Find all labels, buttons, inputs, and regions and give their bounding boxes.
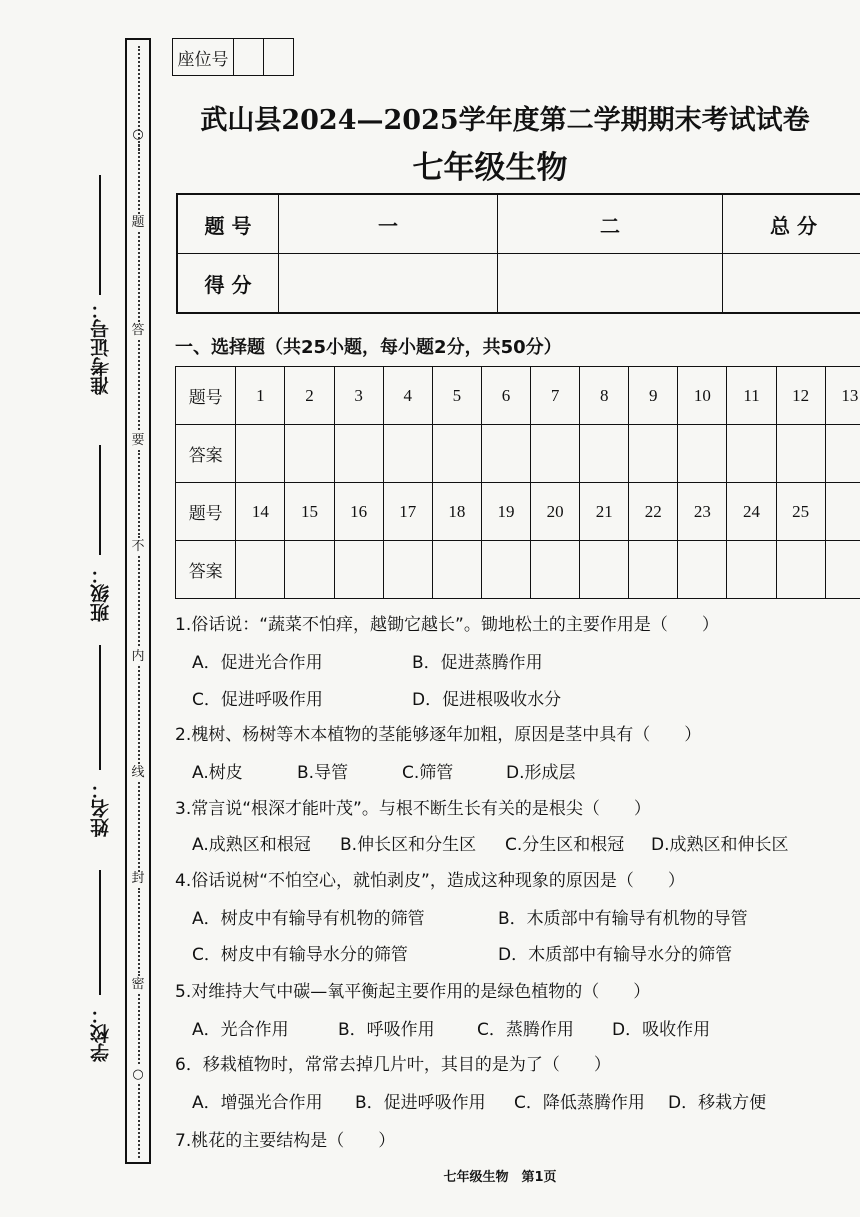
question-number: 22 xyxy=(629,483,678,541)
answer-cell[interactable] xyxy=(825,425,860,483)
question-number: 11 xyxy=(727,367,776,425)
binding-char: 线 xyxy=(127,766,149,779)
question-number-label: 题号 xyxy=(176,367,236,425)
question-number: 9 xyxy=(629,367,678,425)
question-number: 25 xyxy=(776,483,825,541)
question-number: 20 xyxy=(531,483,580,541)
binding-char: 不 xyxy=(127,540,149,553)
name-field xyxy=(85,780,115,841)
name-label: 姓名： xyxy=(89,780,112,837)
answer-cell[interactable] xyxy=(383,541,432,599)
answer-grid-row xyxy=(176,541,860,599)
dotted-line xyxy=(138,782,142,872)
answer-cell[interactable] xyxy=(678,425,727,483)
option-a[interactable]: A．促进光合作用 xyxy=(192,653,323,673)
question-number: 10 xyxy=(678,367,727,425)
dotted-line xyxy=(138,994,142,1064)
option-b[interactable]: B．木质部中有输导有机物的导管 xyxy=(498,909,748,929)
question-number: 18 xyxy=(432,483,481,541)
dotted-line xyxy=(138,232,142,322)
section-heading: 一、选择题（共25小题，每小题2分，共50分） xyxy=(175,337,562,358)
question-number: 4 xyxy=(383,367,432,425)
option-c[interactable]: C.筛管 xyxy=(402,763,454,783)
class-field xyxy=(85,565,115,626)
answer-cell[interactable] xyxy=(285,425,334,483)
answer-label: 答案 xyxy=(176,425,236,483)
answer-cell[interactable] xyxy=(678,541,727,599)
option-a[interactable]: A.成熟区和根冠 xyxy=(192,835,311,855)
question-3: 3.常言说“根深才能叶茂”。与根不断生长有关的是根尖（ ） xyxy=(175,799,651,819)
question-number: 6 xyxy=(481,367,530,425)
answer-cell[interactable] xyxy=(531,425,580,483)
answer-grid-row xyxy=(176,367,860,425)
question-number: 2 xyxy=(285,367,334,425)
question-number: 23 xyxy=(678,483,727,541)
question-number: 24 xyxy=(727,483,776,541)
question-number xyxy=(825,483,860,541)
binding-char: 内 xyxy=(127,650,149,663)
score-header-cell: 一 xyxy=(279,194,498,254)
answer-cell[interactable] xyxy=(285,541,334,599)
exam-title: 武山县2024—2025学年度第二学期期末考试试卷 xyxy=(200,105,810,136)
dotted-line xyxy=(138,556,142,646)
option-a[interactable]: A．树皮中有输导有机物的筛管 xyxy=(192,909,425,929)
seat-number-box xyxy=(172,38,294,76)
dotted-line xyxy=(138,340,142,430)
question-number: 21 xyxy=(580,483,629,541)
score-header-cell: 总 分 xyxy=(723,194,860,254)
binding-circle-top: ○ xyxy=(132,127,144,142)
option-d[interactable]: D．吸收作用 xyxy=(612,1020,711,1040)
answer-cell[interactable] xyxy=(334,425,383,483)
question-1: 1.俗话说：“蔬菜不怕痒，越锄它越长”。锄地松土的主要作用是（ ） xyxy=(175,615,719,635)
question-number-label: 题号 xyxy=(176,483,236,541)
answer-cell[interactable] xyxy=(580,541,629,599)
score-header-cell: 题 号 xyxy=(177,194,279,254)
score-table xyxy=(176,193,860,314)
score-row-label: 得 分 xyxy=(177,254,279,314)
class-line xyxy=(99,445,101,555)
name-line xyxy=(99,645,101,770)
option-d[interactable]: D．移栽方便 xyxy=(668,1093,767,1113)
answer-cell[interactable] xyxy=(776,425,825,483)
question-number: 16 xyxy=(334,483,383,541)
question-number: 14 xyxy=(236,483,285,541)
question-4: 4.俗话说树“不怕空心，就怕剥皮”，造成这种现象的原因是（ ） xyxy=(175,871,685,891)
answer-cell[interactable] xyxy=(825,541,860,599)
answer-cell[interactable] xyxy=(776,541,825,599)
answer-cell[interactable] xyxy=(383,425,432,483)
dotted-line xyxy=(138,666,142,764)
dotted-line xyxy=(138,1084,142,1158)
score-cell[interactable] xyxy=(723,254,860,314)
question-number: 13 xyxy=(825,367,860,425)
binding-char: 答 xyxy=(127,324,149,337)
question-number: 17 xyxy=(383,483,432,541)
option-d[interactable]: D．木质部中有输导水分的筛管 xyxy=(498,945,733,965)
seat-number-cell[interactable] xyxy=(264,39,293,75)
answer-cell[interactable] xyxy=(236,541,285,599)
question-number: 3 xyxy=(334,367,383,425)
binding-char: 题 xyxy=(127,216,149,229)
binding-strip xyxy=(125,38,151,1164)
answer-cell[interactable] xyxy=(580,425,629,483)
binding-char: 封 xyxy=(127,872,149,885)
answer-grid xyxy=(175,366,860,599)
binding-char: 密 xyxy=(127,978,149,991)
answer-cell[interactable] xyxy=(236,425,285,483)
answer-cell[interactable] xyxy=(531,541,580,599)
score-cell[interactable] xyxy=(498,254,723,314)
question-2: 2.槐树、杨树等木本植物的茎能够逐年加粗，原因是茎中具有（ ） xyxy=(175,725,702,745)
option-c[interactable]: C．蒸腾作用 xyxy=(477,1020,574,1040)
dotted-line xyxy=(138,450,142,538)
question-number: 15 xyxy=(285,483,334,541)
option-b[interactable]: B.伸长区和分生区 xyxy=(340,835,477,855)
score-cell[interactable] xyxy=(279,254,498,314)
answer-label: 答案 xyxy=(176,541,236,599)
answer-cell[interactable] xyxy=(334,541,383,599)
exam-number-line xyxy=(99,175,101,295)
option-b[interactable]: B．呼吸作用 xyxy=(338,1020,435,1040)
binding-circle-bottom: ○ xyxy=(127,1068,149,1081)
option-a[interactable]: A．增强光合作用 xyxy=(192,1093,323,1113)
answer-cell[interactable] xyxy=(727,425,776,483)
answer-cell[interactable] xyxy=(629,425,678,483)
option-b[interactable]: B．促进蒸腾作用 xyxy=(412,653,543,673)
option-d[interactable]: D.成熟区和伸长区 xyxy=(651,835,789,855)
option-c[interactable]: C．促进呼吸作用 xyxy=(192,690,323,710)
option-b[interactable]: B.导管 xyxy=(297,763,349,783)
exam-number-field xyxy=(85,300,115,399)
dotted-line xyxy=(138,888,142,976)
score-header-cell: 二 xyxy=(498,194,723,254)
answer-cell[interactable] xyxy=(432,425,481,483)
question-number: 19 xyxy=(481,483,530,541)
school-line xyxy=(99,870,101,995)
seat-number-cell[interactable] xyxy=(234,39,264,75)
answer-grid-row xyxy=(176,483,860,541)
option-d[interactable]: D．促进根吸收水分 xyxy=(412,690,562,710)
seat-number-label: 座位号 xyxy=(173,39,234,75)
binding-char: 要 xyxy=(127,434,149,447)
answer-cell[interactable] xyxy=(481,425,530,483)
question-number: 5 xyxy=(432,367,481,425)
question-number: 1 xyxy=(236,367,285,425)
answer-grid-row xyxy=(176,425,860,483)
exam-number-label: 准考证号： xyxy=(89,300,112,395)
option-a[interactable]: A．光合作用 xyxy=(192,1020,289,1040)
option-a[interactable]: A.树皮 xyxy=(192,763,243,783)
question-6: 6．移栽植物时，常常去掉几片叶，其目的是为了（ ） xyxy=(175,1055,611,1075)
question-number: 12 xyxy=(776,367,825,425)
page-footer: 七年级生物 第1页 xyxy=(443,1170,557,1185)
option-c[interactable]: C.分生区和根冠 xyxy=(505,835,625,855)
option-c[interactable]: C．降低蒸腾作用 xyxy=(514,1093,645,1113)
question-number: 8 xyxy=(580,367,629,425)
answer-cell[interactable] xyxy=(629,541,678,599)
school-field xyxy=(85,1005,115,1066)
answer-cell[interactable] xyxy=(727,541,776,599)
exam-subtitle: 七年级生物 xyxy=(412,150,568,186)
option-c[interactable]: C．树皮中有输导水分的筛管 xyxy=(192,945,408,965)
answer-cell[interactable] xyxy=(481,541,530,599)
option-d[interactable]: D.形成层 xyxy=(506,763,576,783)
school-label: 学校： xyxy=(89,1005,112,1062)
class-label: 班级： xyxy=(89,565,112,622)
option-b[interactable]: B．促进呼吸作用 xyxy=(355,1093,486,1113)
question-number: 7 xyxy=(531,367,580,425)
question-5: 5.对维持大气中碳—氧平衡起主要作用的是绿色植物的（ ） xyxy=(175,982,651,1002)
answer-cell[interactable] xyxy=(432,541,481,599)
question-7: 7.桃花的主要结构是（ ） xyxy=(175,1131,396,1151)
